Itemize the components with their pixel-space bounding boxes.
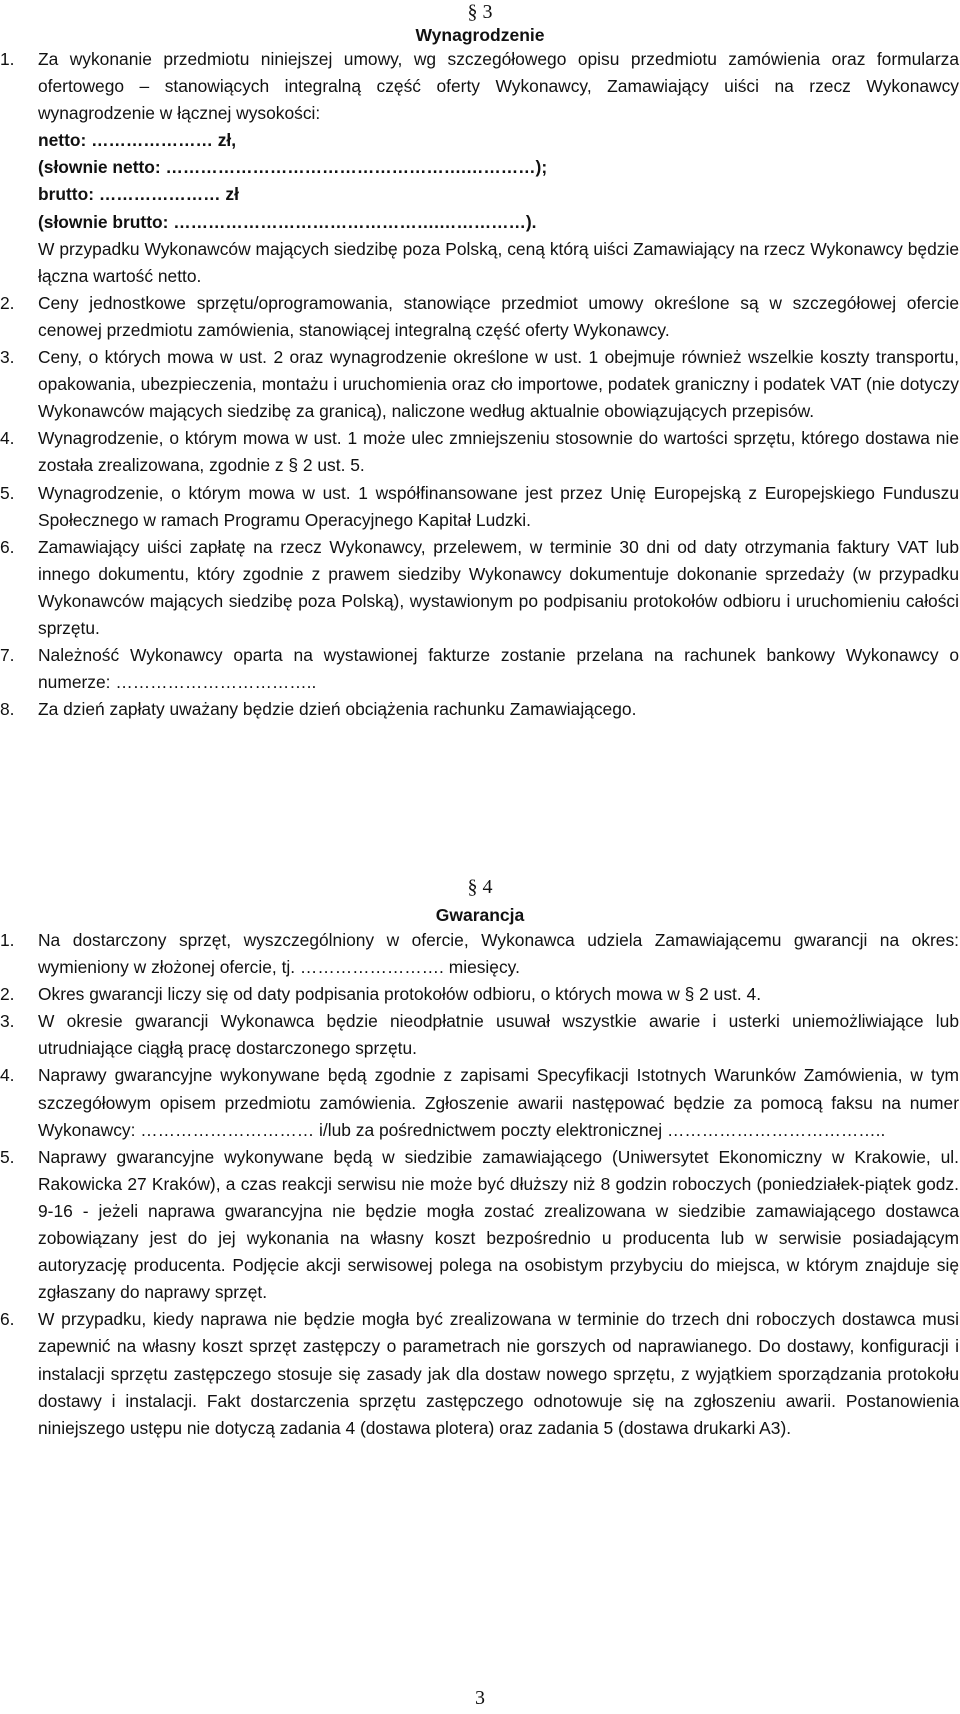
item-number: 3. [0,347,15,368]
item-number: 5. [0,1146,15,1167]
item-text: Zamawiający uiści zapłatę na rzecz Wykonawcy, przelewem, w terminie 30 dni od daty otrzymania faktury VAT lub innego dokumentu, który zgodnie z prawem siedziby Wykonawcy dokumentuje dokonanie sprzedaży (w przypadku Wykonawców mających siedzibę poza Polską), wystawionym po podpisaniu protokołów odbioru i uruchomieniu całości sprzętu. [38,536,959,638]
item-number: 4. [0,1065,15,1086]
section-3-list [0,46,960,723]
list-item [0,290,960,344]
list-item [0,1144,960,1307]
list-item [0,1062,960,1143]
item-text: W przypadku, kiedy naprawa nie będzie mogła być zrealizowana w terminie do trzech dni roboczych dostawca musi zapewnić na własny koszt sprzęt zastępczy o parametrach nie gorszych od naprawianego. Do dostawy, konfiguracji i instalacji sprzętu zastępczego stosuje się zasady jak dla dostaw nowego sprzętu, z wyjątkiem sporządzania protokołu dostawy i instalacji. Fakt dostarczenia sprzętu zastępczego odnotowuje się na zgłoszeniu awarii. Postanowienia niniejszego ustępu nie dotyczą zadania 4 (dostawa plotera) oraz zadania 5 (dostawa drukarki A3). [38,1309,959,1438]
item-number: 3. [0,1011,15,1032]
item-text: Za wykonanie przedmiotu niniejszej umowy, wg szczegółowego opisu przedmiotu zamówienia oraz formularza ofertowego – stanowiących integralną część oferty Wykonawcy, Zamawiający uiści na rzecz Wykonawcy wynagrodzenie w łącznej wysokości: [38,49,959,124]
list-item [0,1306,960,1441]
list-item [0,927,960,981]
item-number: 2. [0,292,15,313]
item-text: Naprawy gwarancyjne wykonywane będą w siedzibie zamawiającego (Uniwersytet Ekonomiczny w Krakowie, ul. Rakowicka 27 Kraków), a czas reakcji serwisu nie może być dłuższy niż 8 godzin roboczych (poniedziałek-piątek godz. 9-16 - jeżeli naprawa gwarancyjna nie będzie mogła zostać zrealizowana w siedzibie zamawiającego dostawca zobowiązany jest do jej wykonania na własny koszt bezpośrednio u producenta lub w serwisie posiadającym autoryzację producenta. Podjęcie akcji serwisowej polega na osobistym przybyciu do miejsca, w którym znajduje się zgłaszany do naprawy sprzęt. [38,1146,959,1303]
item-number: 8. [0,699,15,720]
item-text: Okres gwarancji liczy się od daty podpisania protokołów odbioru, o których mowa w § 2 ust. 4. [38,984,762,1005]
list-item [0,534,960,642]
item-text: Wynagrodzenie, o którym mowa w ust. 1 współfinansowane jest przez Unię Europejską z Europejskiego Funduszu Społecznego w ramach Programu Operacyjnego Kapitał Ludzki. [38,482,959,530]
item-number: 1. [0,930,15,950]
section-3-title: Wynagrodzenie [415,25,545,45]
item-text: Na dostarczony sprzęt, wyszczególniony w ofercie, Wykonawca udziela Zamawiającemu gwarancji na okres: wymieniony w złożonej ofercie, tj. ……………………. miesięcy. [38,930,959,978]
item-text: Za dzień zapłaty uważany będzie dzień obciążenia rachunku Zamawiającego. [38,699,637,720]
netto-words-field: (słownie netto: …………………………………………….…………); [38,157,548,178]
item-number: 6. [0,1309,15,1330]
section-4-list [0,927,960,1442]
list-item [0,696,960,723]
item-text: Należność Wykonawcy oparta na wystawionej fakturze zostanie przelana na rachunek bankowy Wykonawcy o numerze: …………………………….. [38,645,959,693]
list-item [0,46,960,290]
list-item [0,1008,960,1062]
item-note: W przypadku Wykonawców mających siedzibę poza Polską, ceną którą uiści Zamawiający na rzecz Wykonawcy będzie łączna wartość netto. [38,238,959,286]
item-text: Ceny jednostkowe sprzętu/oprogramowania, stanowiące przedmiot umowy określone są w szczegółowej ofercie cenowej przedmiotu zamówienia, stanowiącej integralną część oferty Wykonawcy. [38,292,959,340]
section-4-mark: § 4 [467,876,493,898]
list-item [0,642,960,696]
brutto-words-field: (słownie brutto: ……………………………………….……………). [38,211,537,232]
item-text: W okresie gwarancji Wykonawca będzie nieodpłatnie usuwał wszystkie awarie i usterki uniemożliwiające lub utrudniające ciągłą pracę dostarczonego sprzętu. [38,1011,959,1059]
netto-field: netto: ………………… zł, [38,130,237,151]
item-number: 6. [0,536,15,557]
list-item [0,344,960,425]
item-number: 1. [0,49,15,69]
list-item [0,480,960,534]
brutto-field: brutto: ………………… zł [38,184,239,205]
item-number: 2. [0,984,15,1005]
item-text: Naprawy gwarancyjne wykonywane będą zgodnie z zapisami Specyfikacji Istotnych Warunków Zamówienia, w tym szczegółowym opisem przedmiotu zamówienia. Zgłoszenie awarii następować będzie za pomocą faksu na numer Wykonawcy: ………………………… i/lub za pośrednictwem poczty elektronicznej ……………………………….. [38,1065,959,1140]
list-item [0,425,960,479]
section-3-mark: § 3 [467,1,493,23]
section-4-title: Gwarancja [435,905,525,925]
page-number: 3 [475,1687,485,1709]
item-number: 7. [0,645,15,666]
list-item [0,981,960,1008]
item-number: 5. [0,482,15,503]
item-number: 4. [0,428,15,449]
item-text: Ceny, o których mowa w ust. 2 oraz wynagrodzenie określone w ust. 1 obejmuje również wszelkie koszty transportu, opakowania, ubezpieczenia, montażu i uruchomienia oraz cło importowe, podatek graniczny i podatek VAT (nie dotyczy Wykonawców mających siedzibę za granicą), naliczone według aktualnie obowiązujących przepisów. [38,347,959,422]
item-text: Wynagrodzenie, o którym mowa w ust. 1 może ulec zmniejszeniu stosownie do wartości sprzętu, którego dostawa nie została zrealizowana, zgodnie z § 2 ust. 5. [38,428,959,476]
